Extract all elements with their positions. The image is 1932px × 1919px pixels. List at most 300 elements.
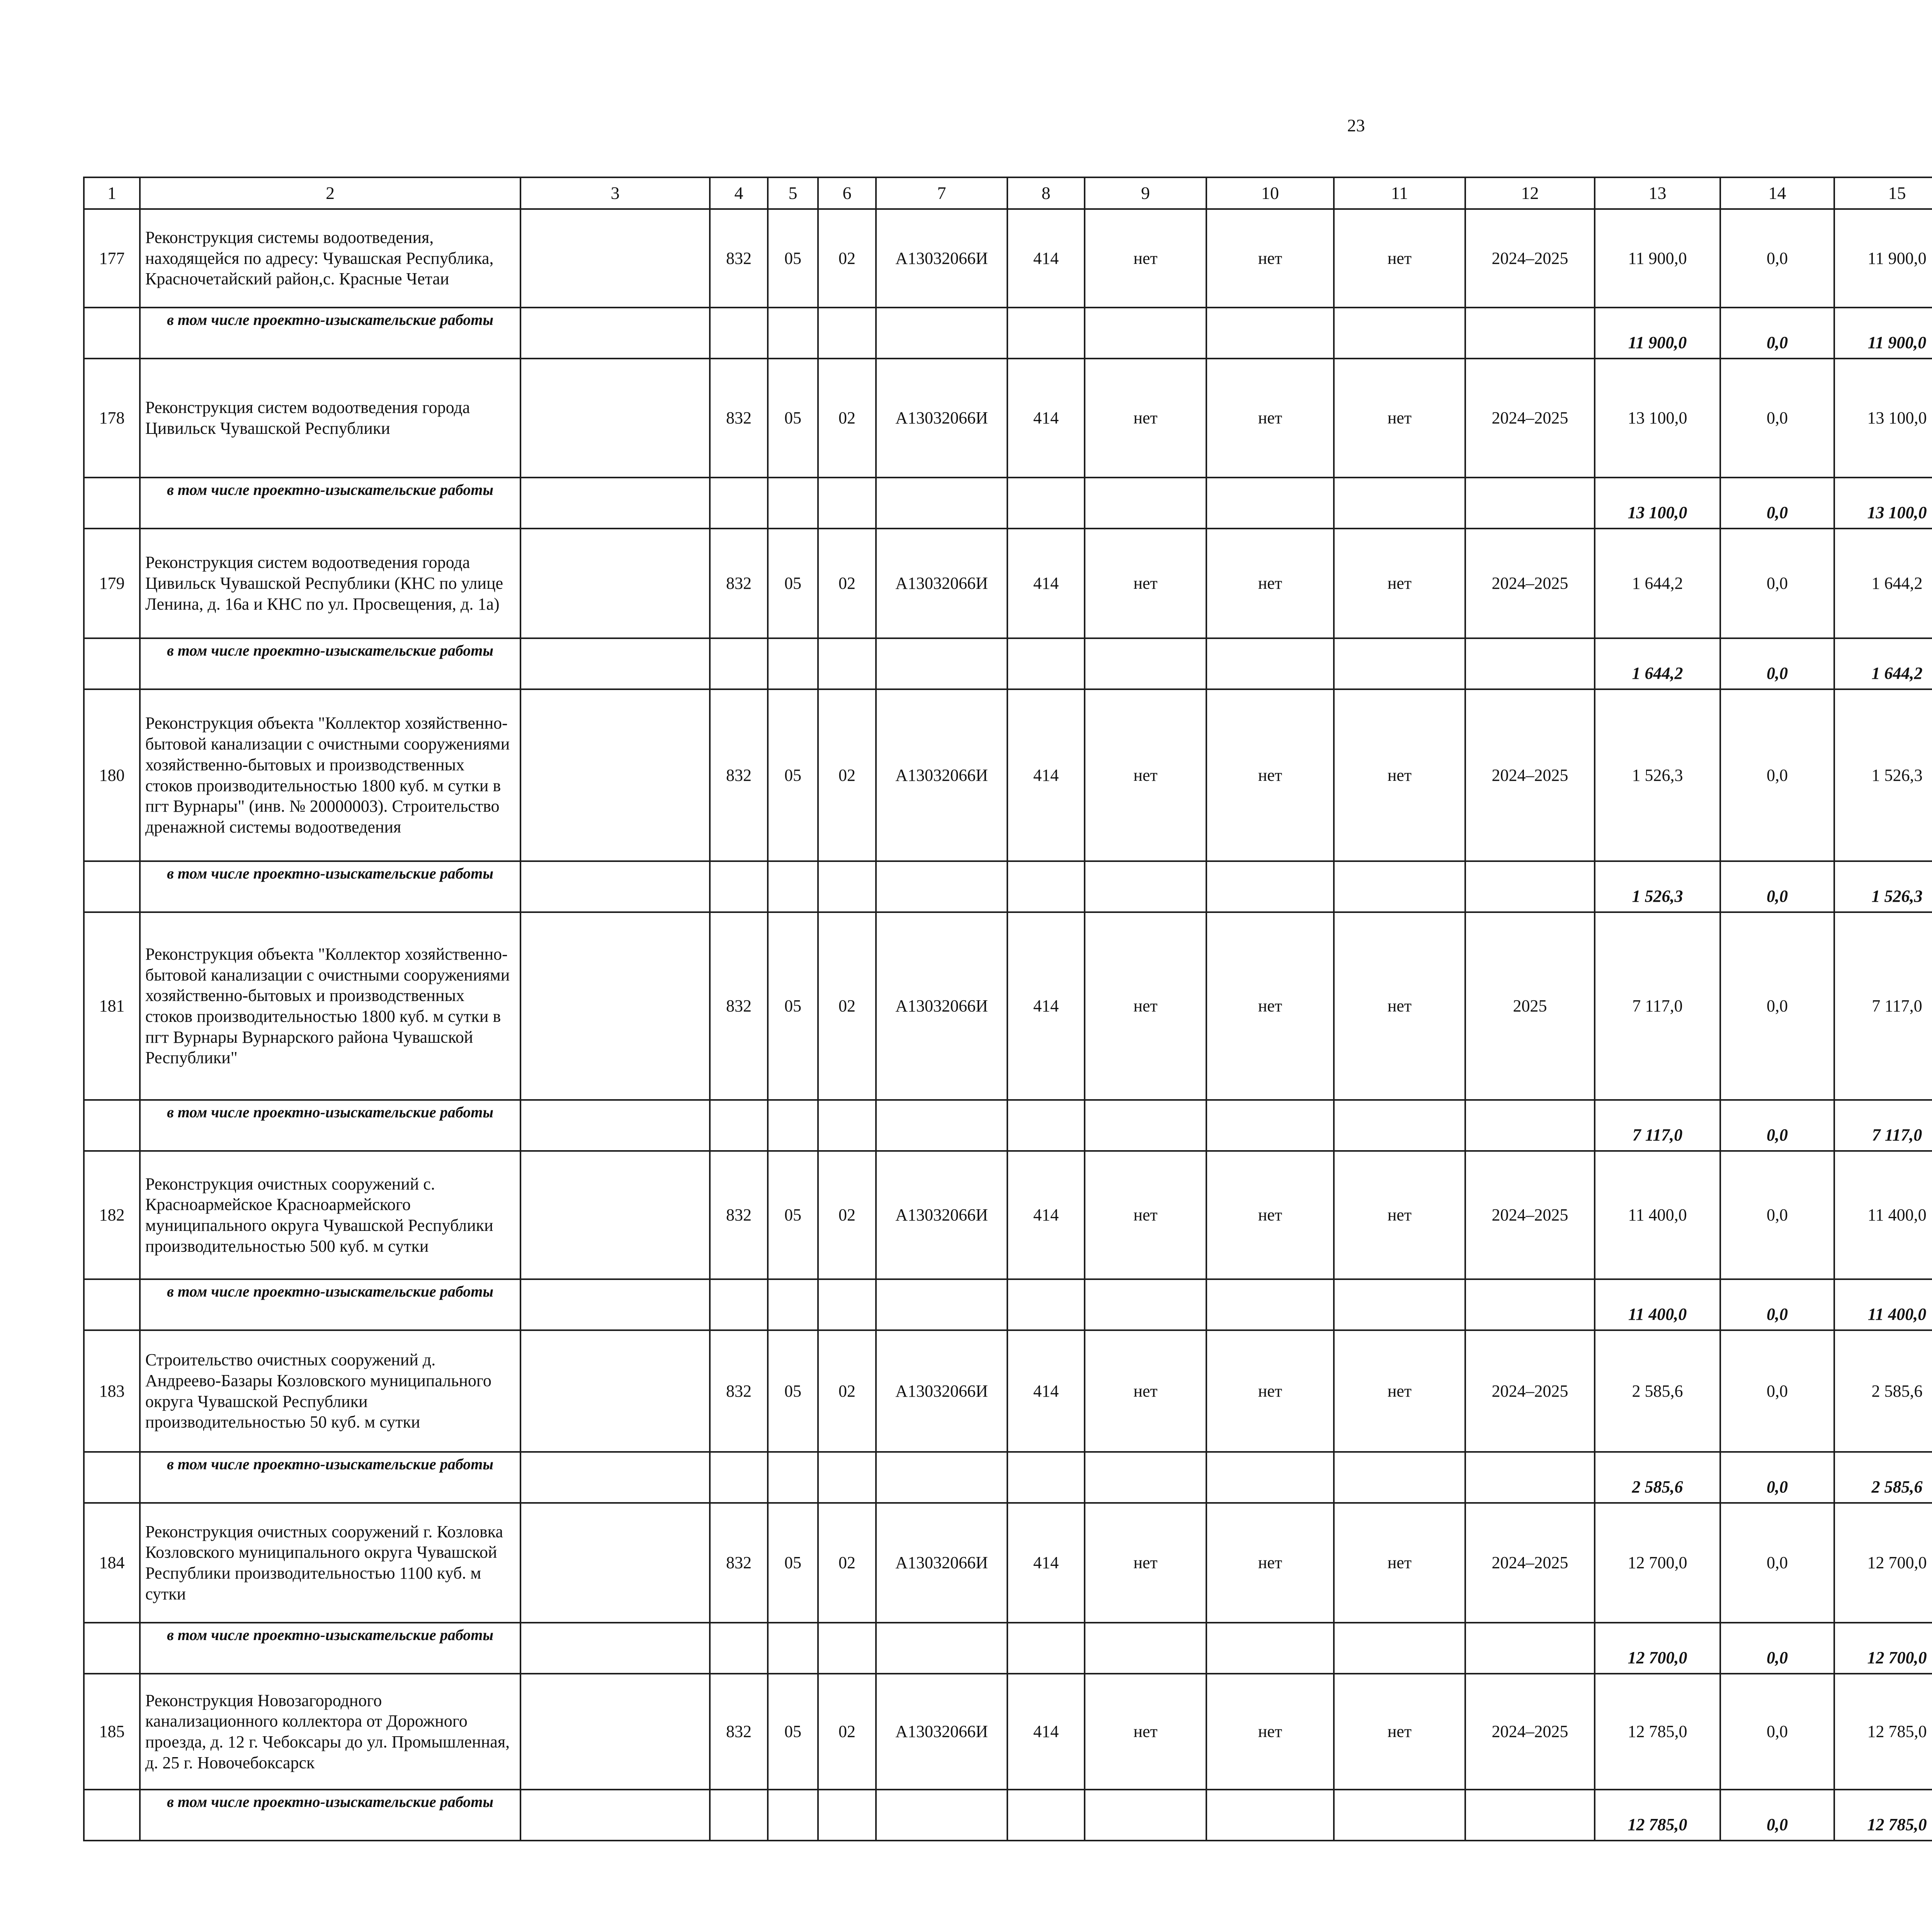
empty-cell bbox=[520, 1623, 710, 1674]
empty-cell bbox=[1465, 308, 1595, 359]
empty-cell bbox=[710, 478, 768, 529]
column-header: 13 bbox=[1595, 177, 1720, 209]
empty-cell bbox=[1007, 1279, 1085, 1330]
row-number: 180 bbox=[84, 689, 140, 861]
empty-cell bbox=[1334, 1452, 1465, 1503]
ministry-code: 832 bbox=[710, 359, 768, 478]
subsection-code: 02 bbox=[818, 912, 876, 1100]
amount-cell: 1 526,3 bbox=[1595, 689, 1720, 861]
empty-cell bbox=[520, 308, 710, 359]
empty-cell bbox=[1007, 308, 1085, 359]
empty-cell bbox=[1206, 1100, 1334, 1151]
period-cell: 2024–2025 bbox=[1465, 689, 1595, 861]
subtotal-label: в том числе проектно-изыскательские работы bbox=[140, 861, 520, 912]
amount-cell: 0,0 bbox=[1720, 1674, 1834, 1790]
subtotal-row bbox=[84, 638, 1932, 689]
table-row bbox=[84, 1503, 1932, 1623]
empty-cell bbox=[1007, 1452, 1085, 1503]
empty-cell bbox=[1206, 308, 1334, 359]
column-header: 2 bbox=[140, 177, 520, 209]
subtotal-amount: 7 117,0 bbox=[1834, 1100, 1932, 1151]
ministry-code: 832 bbox=[710, 689, 768, 861]
empty-cell bbox=[84, 478, 140, 529]
empty-cell bbox=[1465, 478, 1595, 529]
value-cell: нет bbox=[1206, 1674, 1334, 1790]
empty-cell bbox=[520, 359, 710, 478]
object-name: Реконструкция системы водоотведения, находящейся по адресу: Чувашская Республика, Красночетайский район,с. Красные Четаи bbox=[140, 209, 520, 308]
column-header: 11 bbox=[1334, 177, 1465, 209]
subtotal-row bbox=[84, 861, 1932, 912]
subtotal-row bbox=[84, 478, 1932, 529]
target-article: А13032066И bbox=[876, 1151, 1007, 1279]
empty-cell bbox=[1085, 478, 1206, 529]
column-header: 3 bbox=[520, 177, 710, 209]
amount-cell: 12 785,0 bbox=[1834, 1674, 1932, 1790]
period-cell: 2024–2025 bbox=[1465, 209, 1595, 308]
subtotal-amount: 0,0 bbox=[1720, 1790, 1834, 1841]
subsection-code: 02 bbox=[818, 1674, 876, 1790]
section-code: 05 bbox=[768, 912, 818, 1100]
section-code: 05 bbox=[768, 689, 818, 861]
value-cell: нет bbox=[1334, 1330, 1465, 1452]
value-cell: нет bbox=[1334, 209, 1465, 308]
empty-cell bbox=[710, 1790, 768, 1841]
ministry-code: 832 bbox=[710, 529, 768, 638]
empty-cell bbox=[520, 529, 710, 638]
empty-cell bbox=[768, 861, 818, 912]
subtotal-amount: 11 400,0 bbox=[1834, 1279, 1932, 1330]
empty-cell bbox=[84, 861, 140, 912]
empty-cell bbox=[1334, 861, 1465, 912]
empty-cell bbox=[768, 1100, 818, 1151]
empty-cell bbox=[818, 478, 876, 529]
expense-type: 414 bbox=[1007, 689, 1085, 861]
ministry-code: 832 bbox=[710, 209, 768, 308]
empty-cell bbox=[1465, 1452, 1595, 1503]
empty-cell bbox=[84, 1452, 140, 1503]
empty-cell bbox=[1085, 1100, 1206, 1151]
empty-cell bbox=[520, 912, 710, 1100]
object-name: Реконструкция объекта "Коллектор хозяйственно-бытовой канализации с очистными сооружениями хозяйственно-бытовых и производственных стоков производительностью 1800 куб. м сутки в пгт Вурнары" (инв. № 20000003). Строительство дренажной системы водоотведения bbox=[140, 689, 520, 861]
target-article: А13032066И bbox=[876, 1503, 1007, 1623]
subtotal-amount: 13 100,0 bbox=[1595, 478, 1720, 529]
table-row bbox=[84, 1674, 1932, 1790]
value-cell: нет bbox=[1085, 359, 1206, 478]
amount-cell: 13 100,0 bbox=[1834, 359, 1932, 478]
empty-cell bbox=[710, 861, 768, 912]
subtotal-amount: 0,0 bbox=[1720, 478, 1834, 529]
subsection-code: 02 bbox=[818, 1503, 876, 1623]
subtotal-amount: 12 785,0 bbox=[1595, 1790, 1720, 1841]
section-code: 05 bbox=[768, 1151, 818, 1279]
amount-cell: 11 900,0 bbox=[1834, 209, 1932, 308]
section-code: 05 bbox=[768, 209, 818, 308]
empty-cell bbox=[520, 638, 710, 689]
ministry-code: 832 bbox=[710, 1503, 768, 1623]
empty-cell bbox=[1007, 1790, 1085, 1841]
empty-cell bbox=[818, 1279, 876, 1330]
amount-cell: 13 100,0 bbox=[1595, 359, 1720, 478]
subtotal-amount: 0,0 bbox=[1720, 1279, 1834, 1330]
column-number-row bbox=[84, 177, 1932, 209]
section-code: 05 bbox=[768, 1674, 818, 1790]
empty-cell bbox=[520, 861, 710, 912]
empty-cell bbox=[876, 1100, 1007, 1151]
amount-cell: 1 526,3 bbox=[1834, 689, 1932, 861]
subtotal-label: в том числе проектно-изыскательские работы bbox=[140, 308, 520, 359]
ministry-code: 832 bbox=[710, 1674, 768, 1790]
empty-cell bbox=[1206, 861, 1334, 912]
empty-cell bbox=[520, 1790, 710, 1841]
expense-type: 414 bbox=[1007, 1503, 1085, 1623]
empty-cell bbox=[876, 478, 1007, 529]
empty-cell bbox=[1334, 638, 1465, 689]
empty-cell bbox=[818, 1452, 876, 1503]
empty-cell bbox=[876, 1790, 1007, 1841]
target-article: А13032066И bbox=[876, 1674, 1007, 1790]
value-cell: нет bbox=[1085, 912, 1206, 1100]
page-number: 23 bbox=[1347, 116, 1365, 135]
row-number: 178 bbox=[84, 359, 140, 478]
expense-type: 414 bbox=[1007, 1330, 1085, 1452]
empty-cell bbox=[1334, 1623, 1465, 1674]
empty-cell bbox=[1206, 1452, 1334, 1503]
empty-cell bbox=[520, 1151, 710, 1279]
table-row bbox=[84, 912, 1932, 1100]
amount-cell: 1 644,2 bbox=[1834, 529, 1932, 638]
subtotal-amount: 0,0 bbox=[1720, 861, 1834, 912]
section-code: 05 bbox=[768, 359, 818, 478]
empty-cell bbox=[520, 1503, 710, 1623]
value-cell: нет bbox=[1334, 529, 1465, 638]
ministry-code: 832 bbox=[710, 912, 768, 1100]
empty-cell bbox=[84, 1100, 140, 1151]
amount-cell: 11 400,0 bbox=[1595, 1151, 1720, 1279]
target-article: А13032066И bbox=[876, 689, 1007, 861]
empty-cell bbox=[818, 1623, 876, 1674]
empty-cell bbox=[520, 1330, 710, 1452]
subtotal-amount: 1 526,3 bbox=[1595, 861, 1720, 912]
empty-cell bbox=[1465, 1100, 1595, 1151]
object-name: Строительство очистных сооружений д. Андреево-Базары Козловского муниципального округа Чувашской Республики производительностью 50 куб. м сутки bbox=[140, 1330, 520, 1452]
value-cell: нет bbox=[1334, 1503, 1465, 1623]
empty-cell bbox=[710, 1452, 768, 1503]
object-name: Реконструкция систем водоотведения города Цивильск Чувашской Республики (КНС по улице Ленина, д. 16а и КНС по ул. Просвещения, д. 1а) bbox=[140, 529, 520, 638]
row-number: 183 bbox=[84, 1330, 140, 1452]
subsection-code: 02 bbox=[818, 209, 876, 308]
value-cell: нет bbox=[1334, 1674, 1465, 1790]
row-number: 185 bbox=[84, 1674, 140, 1790]
subtotal-amount: 12 700,0 bbox=[1834, 1623, 1932, 1674]
period-cell: 2024–2025 bbox=[1465, 1674, 1595, 1790]
amount-cell: 12 700,0 bbox=[1834, 1503, 1932, 1623]
empty-cell bbox=[768, 1790, 818, 1841]
value-cell: нет bbox=[1206, 689, 1334, 861]
empty-cell bbox=[84, 638, 140, 689]
empty-cell bbox=[876, 861, 1007, 912]
empty-cell bbox=[876, 1452, 1007, 1503]
empty-cell bbox=[710, 638, 768, 689]
empty-cell bbox=[1465, 638, 1595, 689]
period-cell: 2024–2025 bbox=[1465, 1330, 1595, 1452]
subtotal-amount: 0,0 bbox=[1720, 308, 1834, 359]
subtotal-amount: 1 644,2 bbox=[1595, 638, 1720, 689]
amount-cell: 0,0 bbox=[1720, 912, 1834, 1100]
value-cell: нет bbox=[1206, 529, 1334, 638]
period-cell: 2024–2025 bbox=[1465, 1151, 1595, 1279]
empty-cell bbox=[520, 1100, 710, 1151]
empty-cell bbox=[1334, 478, 1465, 529]
empty-cell bbox=[520, 1452, 710, 1503]
subtotal-amount: 11 900,0 bbox=[1595, 308, 1720, 359]
period-cell: 2025 bbox=[1465, 912, 1595, 1100]
subtotal-row bbox=[84, 1279, 1932, 1330]
empty-cell bbox=[1085, 308, 1206, 359]
object-name: Реконструкция Новозагородного канализационного коллектора от Дорожного проезда, д. 12 г. Чебоксары до ул. Промышленная, д. 25 г. Новочебоксарск bbox=[140, 1674, 520, 1790]
empty-cell bbox=[1465, 1623, 1595, 1674]
empty-cell bbox=[818, 1790, 876, 1841]
subtotal-label: в том числе проектно-изыскательские работы bbox=[140, 1279, 520, 1330]
amount-cell: 0,0 bbox=[1720, 689, 1834, 861]
row-number: 184 bbox=[84, 1503, 140, 1623]
target-article: А13032066И bbox=[876, 529, 1007, 638]
value-cell: нет bbox=[1085, 689, 1206, 861]
amount-cell: 7 117,0 bbox=[1595, 912, 1720, 1100]
expense-type: 414 bbox=[1007, 529, 1085, 638]
value-cell: нет bbox=[1085, 209, 1206, 308]
empty-cell bbox=[1465, 1790, 1595, 1841]
empty-cell bbox=[876, 308, 1007, 359]
subtotal-amount: 11 400,0 bbox=[1595, 1279, 1720, 1330]
object-name: Реконструкция объекта "Коллектор хозяйственно-бытовой канализации с очистными сооружениями хозяйственно-бытовых и производственных стоков производительностью 1800 куб. м сутки в пгт Вурнары Вурнарского района Чувашской Республики" bbox=[140, 912, 520, 1100]
amount-cell: 12 785,0 bbox=[1595, 1674, 1720, 1790]
empty-cell bbox=[1007, 1623, 1085, 1674]
empty-cell bbox=[710, 1623, 768, 1674]
empty-cell bbox=[520, 1279, 710, 1330]
empty-cell bbox=[818, 861, 876, 912]
expense-type: 414 bbox=[1007, 1674, 1085, 1790]
period-cell: 2024–2025 bbox=[1465, 359, 1595, 478]
subtotal-label: в том числе проектно-изыскательские работы bbox=[140, 1623, 520, 1674]
value-cell: нет bbox=[1334, 912, 1465, 1100]
empty-cell bbox=[876, 1623, 1007, 1674]
empty-cell bbox=[818, 308, 876, 359]
subtotal-label: в том числе проектно-изыскательские работы bbox=[140, 1452, 520, 1503]
value-cell: нет bbox=[1206, 1151, 1334, 1279]
empty-cell bbox=[768, 1279, 818, 1330]
column-header: 4 bbox=[710, 177, 768, 209]
empty-cell bbox=[1334, 1279, 1465, 1330]
empty-cell bbox=[1206, 1279, 1334, 1330]
empty-cell bbox=[1085, 638, 1206, 689]
value-cell: нет bbox=[1085, 1330, 1206, 1452]
amount-cell: 12 700,0 bbox=[1595, 1503, 1720, 1623]
section-code: 05 bbox=[768, 529, 818, 638]
column-header: 10 bbox=[1206, 177, 1334, 209]
empty-cell bbox=[1206, 478, 1334, 529]
subtotal-amount: 1 644,2 bbox=[1834, 638, 1932, 689]
amount-cell: 0,0 bbox=[1720, 1151, 1834, 1279]
empty-cell bbox=[1334, 1100, 1465, 1151]
expense-type: 414 bbox=[1007, 1151, 1085, 1279]
subsection-code: 02 bbox=[818, 689, 876, 861]
value-cell: нет bbox=[1085, 529, 1206, 638]
empty-cell bbox=[1007, 638, 1085, 689]
empty-cell bbox=[818, 1100, 876, 1151]
subtotal-amount: 0,0 bbox=[1720, 1623, 1834, 1674]
subtotal-row bbox=[84, 1790, 1932, 1841]
empty-cell bbox=[1206, 638, 1334, 689]
table-row bbox=[84, 209, 1932, 308]
subsection-code: 02 bbox=[818, 1151, 876, 1279]
column-header: 6 bbox=[818, 177, 876, 209]
subtotal-amount: 13 100,0 bbox=[1834, 478, 1932, 529]
subsection-code: 02 bbox=[818, 359, 876, 478]
subtotal-label: в том числе проектно-изыскательские работы bbox=[140, 478, 520, 529]
period-cell: 2024–2025 bbox=[1465, 1503, 1595, 1623]
column-header: 5 bbox=[768, 177, 818, 209]
empty-cell bbox=[1007, 1100, 1085, 1151]
empty-cell bbox=[84, 1279, 140, 1330]
subtotal-row bbox=[84, 308, 1932, 359]
ministry-code: 832 bbox=[710, 1330, 768, 1452]
column-header: 15 bbox=[1834, 177, 1932, 209]
subtotal-amount: 0,0 bbox=[1720, 638, 1834, 689]
empty-cell bbox=[1334, 1790, 1465, 1841]
empty-cell bbox=[768, 308, 818, 359]
value-cell: нет bbox=[1206, 1330, 1334, 1452]
column-header: 1 bbox=[84, 177, 140, 209]
object-name: Реконструкция очистных сооружений с. Красноармейское Красноармейского муниципального округа Чувашской Республики производительностью 500 куб. м сутки bbox=[140, 1151, 520, 1279]
empty-cell bbox=[818, 638, 876, 689]
value-cell: нет bbox=[1085, 1674, 1206, 1790]
empty-cell bbox=[1007, 478, 1085, 529]
value-cell: нет bbox=[1206, 1503, 1334, 1623]
empty-cell bbox=[1085, 1452, 1206, 1503]
empty-cell bbox=[1334, 308, 1465, 359]
subtotal-row bbox=[84, 1623, 1932, 1674]
empty-cell bbox=[710, 1100, 768, 1151]
empty-cell bbox=[84, 1623, 140, 1674]
section-code: 05 bbox=[768, 1503, 818, 1623]
subtotal-label: в том числе проектно-изыскательские работы bbox=[140, 1100, 520, 1151]
table-row bbox=[84, 359, 1932, 478]
empty-cell bbox=[520, 689, 710, 861]
column-header: 8 bbox=[1007, 177, 1085, 209]
amount-cell: 0,0 bbox=[1720, 1330, 1834, 1452]
column-header: 9 bbox=[1085, 177, 1206, 209]
table-row bbox=[84, 1330, 1932, 1452]
row-number: 181 bbox=[84, 912, 140, 1100]
empty-cell bbox=[84, 1790, 140, 1841]
ministry-code: 832 bbox=[710, 1151, 768, 1279]
subtotal-amount: 7 117,0 bbox=[1595, 1100, 1720, 1151]
value-cell: нет bbox=[1334, 1151, 1465, 1279]
empty-cell bbox=[520, 1674, 710, 1790]
period-cell: 2024–2025 bbox=[1465, 529, 1595, 638]
empty-cell bbox=[876, 638, 1007, 689]
subtotal-label: в том числе проектно-изыскательские работы bbox=[140, 1790, 520, 1841]
value-cell: нет bbox=[1206, 359, 1334, 478]
empty-cell bbox=[84, 308, 140, 359]
empty-cell bbox=[1206, 1623, 1334, 1674]
empty-cell bbox=[1085, 1790, 1206, 1841]
subtotal-amount: 0,0 bbox=[1720, 1452, 1834, 1503]
amount-cell: 0,0 bbox=[1720, 1503, 1834, 1623]
column-header: 7 bbox=[876, 177, 1007, 209]
row-number: 179 bbox=[84, 529, 140, 638]
subtotal-amount: 2 585,6 bbox=[1834, 1452, 1932, 1503]
subtotal-amount: 11 900,0 bbox=[1834, 308, 1932, 359]
value-cell: нет bbox=[1206, 209, 1334, 308]
subtotal-amount: 0,0 bbox=[1720, 1100, 1834, 1151]
column-header: 14 bbox=[1720, 177, 1834, 209]
empty-cell bbox=[520, 209, 710, 308]
subtotal-amount: 12 700,0 bbox=[1595, 1623, 1720, 1674]
table-row bbox=[84, 1151, 1932, 1279]
empty-cell bbox=[1465, 1279, 1595, 1330]
amount-cell: 2 585,6 bbox=[1834, 1330, 1932, 1452]
amount-cell: 2 585,6 bbox=[1595, 1330, 1720, 1452]
object-name: Реконструкция очистных сооружений г. Козловка Козловского муниципального округа Чувашской Республики производительностью 1100 куб. м сутки bbox=[140, 1503, 520, 1623]
empty-cell bbox=[1007, 861, 1085, 912]
table-row bbox=[84, 689, 1932, 861]
subtotal-amount: 2 585,6 bbox=[1595, 1452, 1720, 1503]
amount-cell: 1 644,2 bbox=[1595, 529, 1720, 638]
empty-cell bbox=[1206, 1790, 1334, 1841]
expense-type: 414 bbox=[1007, 359, 1085, 478]
value-cell: нет bbox=[1085, 1503, 1206, 1623]
empty-cell bbox=[876, 1279, 1007, 1330]
value-cell: нет bbox=[1334, 689, 1465, 861]
amount-cell: 0,0 bbox=[1720, 359, 1834, 478]
value-cell: нет bbox=[1085, 1151, 1206, 1279]
expense-type: 414 bbox=[1007, 912, 1085, 1100]
object-name: Реконструкция систем водоотведения города Цивильск Чувашской Республики bbox=[140, 359, 520, 478]
empty-cell bbox=[768, 638, 818, 689]
amount-cell: 7 117,0 bbox=[1834, 912, 1932, 1100]
amount-cell: 0,0 bbox=[1720, 209, 1834, 308]
subtotal-amount: 1 526,3 bbox=[1834, 861, 1932, 912]
row-number: 177 bbox=[84, 209, 140, 308]
value-cell: нет bbox=[1334, 359, 1465, 478]
target-article: А13032066И bbox=[876, 359, 1007, 478]
table-row bbox=[84, 529, 1932, 638]
investment-table bbox=[83, 177, 1932, 1841]
value-cell: нет bbox=[1206, 912, 1334, 1100]
subsection-code: 02 bbox=[818, 1330, 876, 1452]
empty-cell bbox=[1085, 1279, 1206, 1330]
empty-cell bbox=[768, 1623, 818, 1674]
subtotal-label: в том числе проектно-изыскательские работы bbox=[140, 638, 520, 689]
empty-cell bbox=[768, 1452, 818, 1503]
empty-cell bbox=[1085, 1623, 1206, 1674]
column-header: 12 bbox=[1465, 177, 1595, 209]
expense-type: 414 bbox=[1007, 209, 1085, 308]
amount-cell: 11 400,0 bbox=[1834, 1151, 1932, 1279]
empty-cell bbox=[768, 478, 818, 529]
empty-cell bbox=[520, 478, 710, 529]
subsection-code: 02 bbox=[818, 529, 876, 638]
target-article: А13032066И bbox=[876, 1330, 1007, 1452]
amount-cell: 11 900,0 bbox=[1595, 209, 1720, 308]
subtotal-row bbox=[84, 1100, 1932, 1151]
empty-cell bbox=[1085, 861, 1206, 912]
target-article: А13032066И bbox=[876, 912, 1007, 1100]
subtotal-row bbox=[84, 1452, 1932, 1503]
empty-cell bbox=[1465, 861, 1595, 912]
empty-cell bbox=[710, 1279, 768, 1330]
